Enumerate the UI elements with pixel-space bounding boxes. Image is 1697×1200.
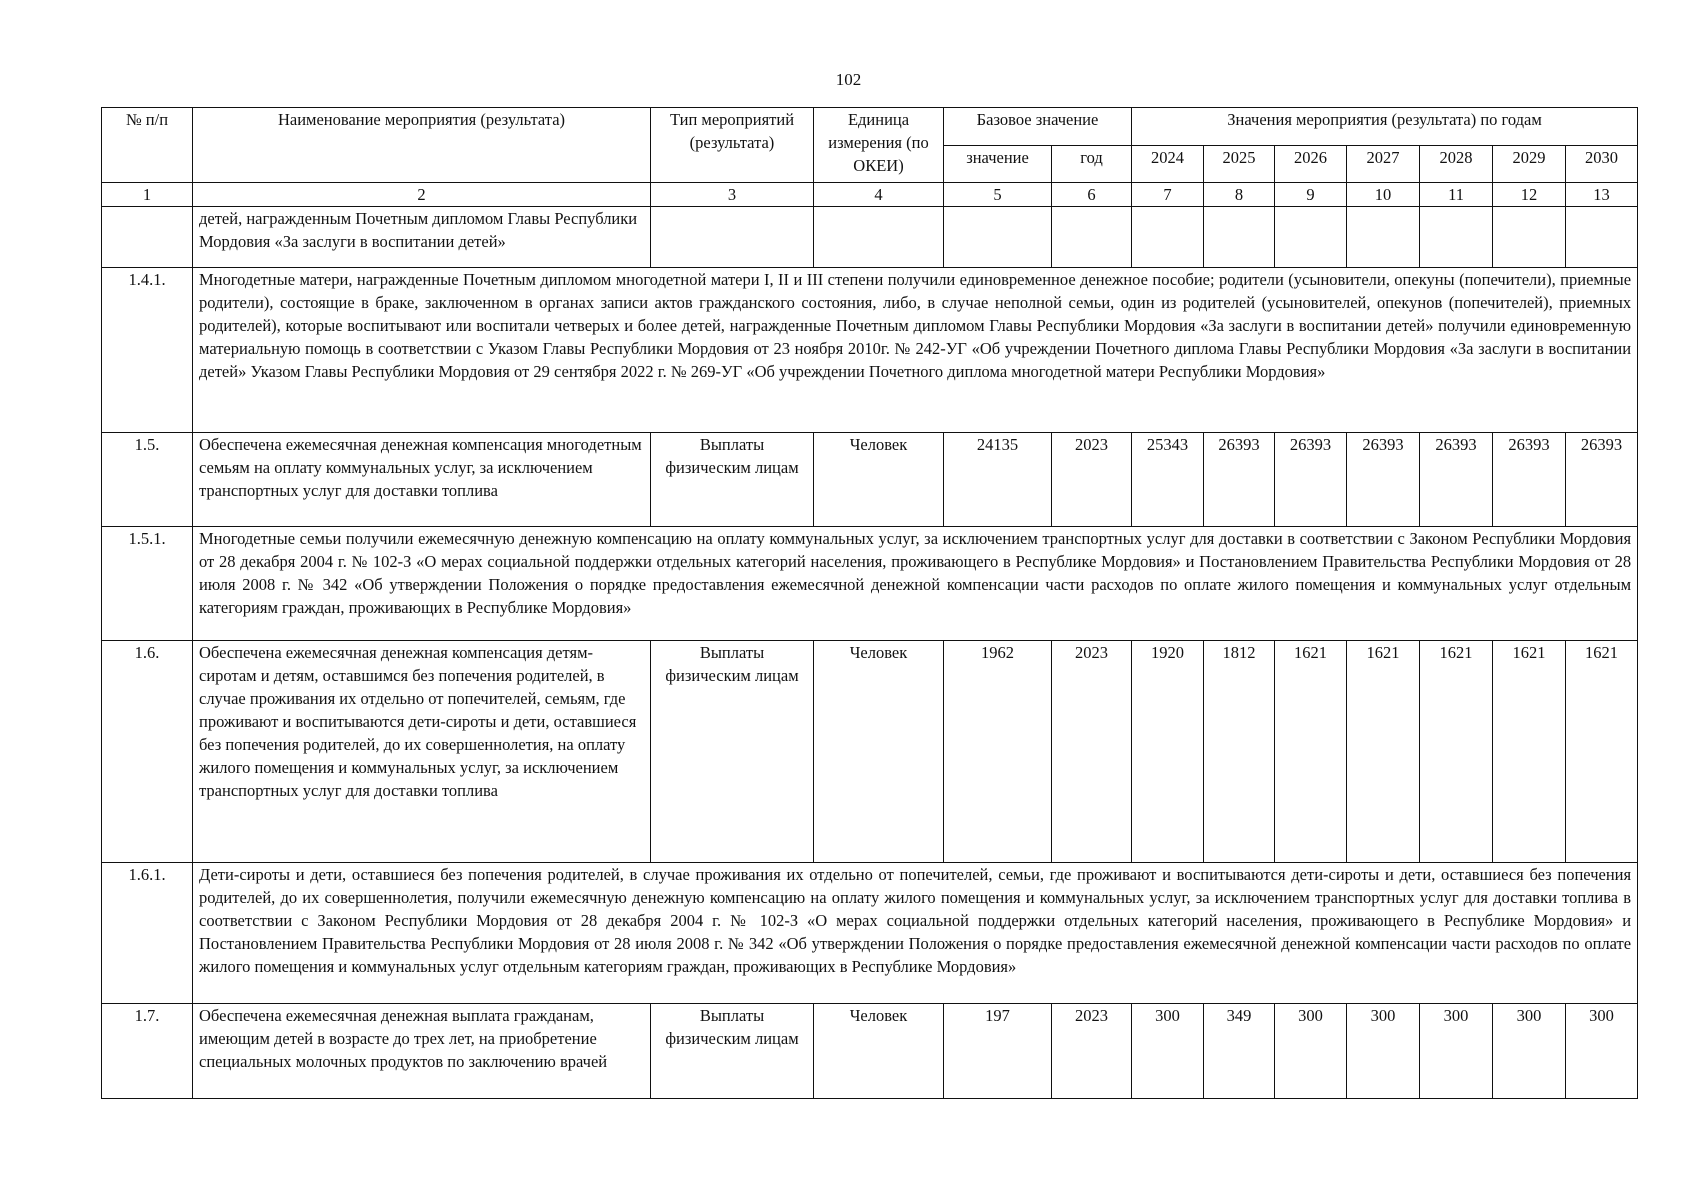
row-name: Обеспечена ежемесячная денежная выплата гражданам, имеющим детей в возрасте до трех лет, на приобретение специальных молочных продуктов по заключению врачей bbox=[193, 1004, 651, 1099]
column-number: 11 bbox=[1420, 183, 1493, 207]
row-base-value: 197 bbox=[944, 1004, 1052, 1099]
table-row bbox=[102, 433, 1638, 527]
row-name: Обеспечена ежемесячная денежная компенсация многодетным семьям на оплату коммунальных услуг, за исключением транспортных услуг для доставки топлива bbox=[193, 433, 651, 527]
row-description: Многодетные матери, награжденные Почетным дипломом многодетной матери I, II и III степени получили единовременное денежное пособие; родители (усыновители, опекуны (попечители), приемные родители), состоящие в браке, заключенном в органах записи актов гражданского состояния, либо, в случае неполной семьи, один из родителей (усыновителей, опекунов (попечителей), приемных родителей), которые воспитывают или воспитали четверых и более детей, награжденные Почетным дипломом Главы Республики Мордовия «За заслуги в воспитании детей» получили единовременную материальную помощь в соответствии с Указом Главы Республики Мордовия от 23 ноября 2010г. № 242-УГ «Об учреждении Почетного диплома Главы Республики Мордовия «За заслуги в воспитании детей» Указом Главы Республики Мордовия от 29 сентября 2022 г. № 269-УГ «Об учреждении Почетного диплома многодетной матери Республики Мордовия» bbox=[193, 268, 1638, 433]
table-row bbox=[102, 527, 1638, 641]
header-year: 2029 bbox=[1493, 145, 1566, 183]
column-number: 6 bbox=[1052, 183, 1132, 207]
row-value-2024: 300 bbox=[1132, 1004, 1204, 1099]
row-value-2028: 300 bbox=[1420, 1004, 1493, 1099]
row-value-2025: 349 bbox=[1204, 1004, 1275, 1099]
row-unit: Человек bbox=[814, 641, 944, 863]
column-number: 4 bbox=[814, 183, 944, 207]
row-value-2027: 1621 bbox=[1347, 641, 1420, 863]
header-base-year: год bbox=[1052, 145, 1132, 183]
row-type: Выплаты физическим лицам bbox=[651, 433, 814, 527]
row-value-2025: 26393 bbox=[1204, 433, 1275, 527]
row-value-2025: 1812 bbox=[1204, 641, 1275, 863]
row-type: Выплаты физическим лицам bbox=[651, 641, 814, 863]
row-name: детей, награжденным Почетным дипломом Главы Республики Мордовия «За заслуги в воспитании детей» bbox=[193, 207, 651, 268]
row-value-2030: 300 bbox=[1566, 1004, 1638, 1099]
column-number: 13 bbox=[1566, 183, 1638, 207]
row-base-year: 2023 bbox=[1052, 641, 1132, 863]
row-base-value: 24135 bbox=[944, 433, 1052, 527]
header-years-group: Значения мероприятия (результата) по годам bbox=[1132, 108, 1638, 146]
column-number: 1 bbox=[102, 183, 193, 207]
header-base-value: значение bbox=[944, 145, 1052, 183]
row-base-value: 1962 bbox=[944, 641, 1052, 863]
column-number: 5 bbox=[944, 183, 1052, 207]
page-number: 102 bbox=[835, 70, 862, 89]
header-year: 2030 bbox=[1566, 145, 1638, 183]
row-value-2027: 300 bbox=[1347, 1004, 1420, 1099]
row-number: 1.6. bbox=[102, 641, 193, 863]
table-row bbox=[102, 268, 1638, 433]
row-value-2030: 26393 bbox=[1566, 433, 1638, 527]
header-unit: Единица измерения (по ОКЕИ) bbox=[814, 108, 944, 183]
header-type: Тип мероприятий (результата) bbox=[651, 108, 814, 183]
row-value-2029: 1621 bbox=[1493, 641, 1566, 863]
table-row bbox=[102, 641, 1638, 863]
header-num: № п/п bbox=[102, 108, 193, 183]
column-number: 2 bbox=[193, 183, 651, 207]
row-value-2026: 26393 bbox=[1275, 433, 1347, 527]
column-number: 9 bbox=[1275, 183, 1347, 207]
row-description: Многодетные семьи получили ежемесячную денежную компенсацию на оплату коммунальных услуг, за исключением транспортных услуг для доставки в соответствии с Законом Республики Мордовия от 28 декабря 2004 г. № 102-З «О мерах социальной поддержки отдельных категорий населения, проживающего в Республике Мордовия» и Постановлением Правительства Республики Мордовия от 28 июля 2008 г. № 342 «Об утверждении Положения о порядке предоставления ежемесячной денежной компенсации части расходов по оплате жилого помещения и коммунальных услуг отдельным категориям граждан, проживающих в Республике Мордовия» bbox=[193, 527, 1638, 641]
header-row bbox=[102, 108, 1638, 146]
row-number bbox=[102, 207, 193, 268]
row-value-2024: 1920 bbox=[1132, 641, 1204, 863]
header-year: 2028 bbox=[1420, 145, 1493, 183]
row-value-2029: 26393 bbox=[1493, 433, 1566, 527]
header-base: Базовое значение bbox=[944, 108, 1132, 146]
column-number: 10 bbox=[1347, 183, 1420, 207]
header-year: 2027 bbox=[1347, 145, 1420, 183]
measures-table bbox=[101, 107, 1638, 1099]
row-number: 1.5.1. bbox=[102, 527, 193, 641]
table-row bbox=[102, 863, 1638, 1004]
row-number: 1.6.1. bbox=[102, 863, 193, 1004]
header-year: 2025 bbox=[1204, 145, 1275, 183]
row-value-2028: 1621 bbox=[1420, 641, 1493, 863]
row-base-year: 2023 bbox=[1052, 1004, 1132, 1099]
row-value-2026: 300 bbox=[1275, 1004, 1347, 1099]
row-value-2028: 26393 bbox=[1420, 433, 1493, 527]
row-value-2027: 26393 bbox=[1347, 433, 1420, 527]
row-name: Обеспечена ежемесячная денежная компенсация детям-сиротам и детям, оставшимся без попечения родителей, в случае проживания их отдельно от попечителей, семьям, где проживают и воспитываются дети-сироты и дети, оставшиеся без попечения родителей, до их совершеннолетия, на оплату жилого помещения и коммунальных услуг, за исключением транспортных услуг для доставки топлива bbox=[193, 641, 651, 863]
header-year: 2024 bbox=[1132, 145, 1204, 183]
row-value-2024: 25343 bbox=[1132, 433, 1204, 527]
header-year: 2026 bbox=[1275, 145, 1347, 183]
row-description: Дети-сироты и дети, оставшиеся без попечения родителей, в случае проживания их отдельно от попечителей, семьи, где проживают и воспитываются дети-сироты и дети, оставшиеся без попечения родителей, до их совершеннолетия, получили ежемесячную денежную компенсацию на оплату жилого помещения и коммунальных услуг, за исключением транспортных услуг для доставки топлива в соответствии с Законом Республики Мордовия от 28 декабря 2004 г. № 102-З «О мерах социальной поддержки отдельных категорий населения, проживающего в Республике Мордовия» и Постановлением Правительства Республики Мордовия от 28 июля 2008 г. № 342 «Об утверждении Положения о порядке предоставления ежемесячной денежной компенсации части расходов по оплате жилого помещения и коммунальных услуг отдельным категориям граждан, проживающих в Республике Мордовия» bbox=[193, 863, 1638, 1004]
row-value-2030: 1621 bbox=[1566, 641, 1638, 863]
row-number: 1.7. bbox=[102, 1004, 193, 1099]
row-type: Выплаты физическим лицам bbox=[651, 1004, 814, 1099]
column-number: 12 bbox=[1493, 183, 1566, 207]
column-number: 7 bbox=[1132, 183, 1204, 207]
row-base-year: 2023 bbox=[1052, 433, 1132, 527]
row-number: 1.5. bbox=[102, 433, 193, 527]
header-name: Наименование мероприятия (результата) bbox=[193, 108, 651, 183]
table-row bbox=[102, 1004, 1638, 1099]
column-number: 3 bbox=[651, 183, 814, 207]
row-value-2029: 300 bbox=[1493, 1004, 1566, 1099]
row-value-2026: 1621 bbox=[1275, 641, 1347, 863]
column-number: 8 bbox=[1204, 183, 1275, 207]
row-number: 1.4.1. bbox=[102, 268, 193, 433]
table-row bbox=[102, 207, 1638, 268]
row-unit: Человек bbox=[814, 1004, 944, 1099]
column-numbers-row bbox=[102, 183, 1638, 207]
row-unit: Человек bbox=[814, 433, 944, 527]
